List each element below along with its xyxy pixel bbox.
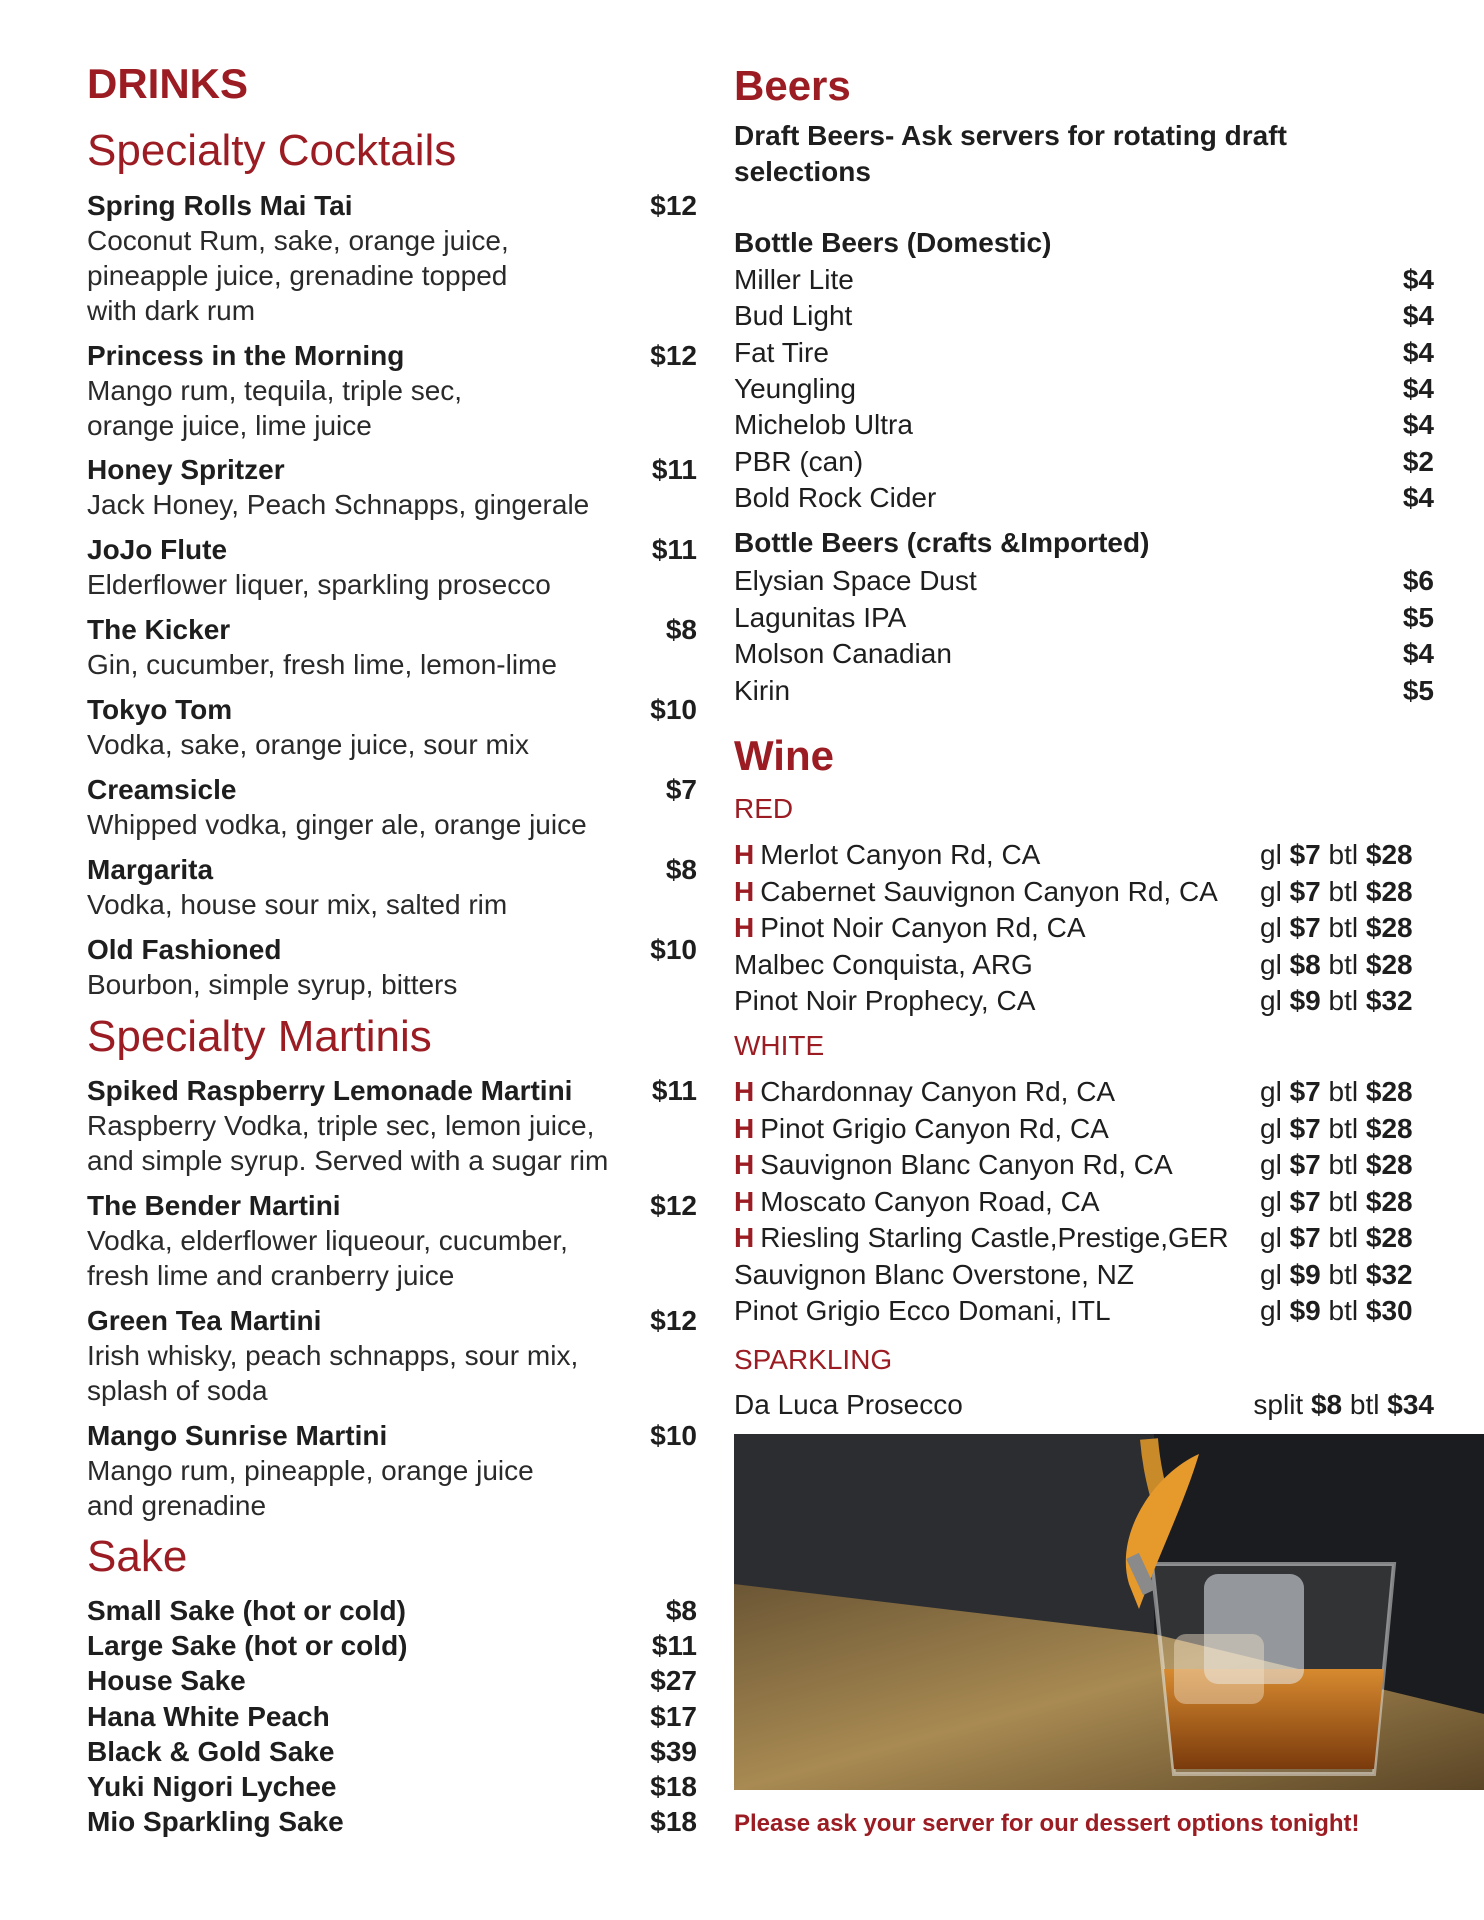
beer-row [734,480,1434,516]
cocktail-description: Coconut Rum, sake, orange juice, [87,225,509,256]
martini-description: Mango rum, pineapple, orange juice [87,1455,534,1486]
red-wine-heading: RED [734,793,794,824]
wine-prices [1260,1111,1413,1147]
cocktail-price: $12 [650,190,697,221]
wine-title: Wine [734,732,834,779]
house-wine-mark: H [734,875,755,907]
sake-price: $18 [650,1806,697,1838]
wine-prices [1260,874,1413,910]
beer-price: $4 [1402,336,1434,368]
bottle-price: $32 [1365,1258,1413,1290]
glass-label: gl [1260,1112,1290,1144]
beer-name: Kirin [734,674,791,706]
glass-label: gl [1260,1076,1290,1107]
martini-description: and simple syrup. Served with a sugar rim [87,1145,609,1176]
wine-name: Sauvignon Blanc Canyon Rd, CA [760,1149,1173,1180]
martini-name: Green Tea Martini [87,1305,322,1336]
martini-description: fresh lime and cranberry juice [87,1260,455,1291]
cocktail-item [87,452,697,522]
glass-price: $9 [1289,1295,1321,1326]
glass-price: $7 [1289,1185,1321,1217]
bottle-price: $28 [1365,1149,1413,1180]
cocktail-name: The Kicker [87,614,231,645]
cocktail-item [87,772,697,842]
glass-price: $7 [1289,1149,1321,1180]
sake-item [87,1628,697,1663]
cocktail-price: $10 [650,694,697,725]
wine-row [734,983,1434,1019]
sake-item [87,1769,697,1804]
house-wine-mark: H [734,1149,755,1180]
beer-price: $4 [1402,300,1434,332]
bottle-label: btl [1320,912,1366,943]
old-fashioned-glass-illustration [734,1434,1484,1790]
house-wine-mark: H [734,1185,755,1217]
bottle-price: $28 [1365,1185,1413,1217]
cocktail-description: Gin, cucumber, fresh lime, lemon-lime [87,649,557,680]
wine-row [734,910,1434,946]
martini-price: $12 [650,1190,697,1221]
cocktail-name: Tokyo Tom [87,694,233,725]
cocktail-description: Whipped vodka, ginger ale, orange juice [87,809,587,840]
martini-item [87,1303,697,1408]
sake-price: $11 [651,1630,697,1662]
beer-price: $5 [1402,674,1434,706]
beer-price: $5 [1402,601,1434,633]
martini-description: Vodka, elderflower liqueour, cucumber, [87,1225,568,1256]
cocktail-item [87,532,697,602]
wine-prices [1260,1257,1413,1293]
bottle-price: $28 [1365,839,1413,870]
cocktail-name: Spring Rolls Mai Tai [87,190,353,221]
sake-name: Yuki Nigori Lychee [87,1771,337,1802]
house-wine-mark: H [734,1112,755,1144]
sake-name: Mio Sparkling Sake [87,1806,344,1838]
cocktail-description: Mango rum, tequila, triple sec, [87,375,463,406]
beer-row [734,335,1434,371]
beer-row [734,673,1434,709]
bottle-label: btl [1342,1389,1388,1420]
wine-row [734,947,1434,983]
beer-name: PBR (can) [734,445,864,477]
cocktail-description: orange juice, lime juice [87,410,372,441]
beer-name: Michelob Ultra [734,409,913,441]
beer-row [734,563,1434,599]
martini-description: and grenadine [87,1490,267,1521]
sake-item [87,1699,697,1734]
craft-bottle-heading: Bottle Beers (crafts &Imported) [734,527,1150,558]
cocktail-description: Jack Honey, Peach Schnapps, gingerale [87,489,590,520]
beer-price: $6 [1402,565,1434,596]
wine-row [734,837,1434,873]
beer-name: Lagunitas IPA [734,601,907,633]
cocktail-name: Margarita [87,854,214,885]
cocktail-price: $11 [651,454,697,485]
cocktail-name: Creamsicle [87,774,237,805]
domestic-bottle-heading: Bottle Beers (Domestic) [734,227,1052,258]
cocktail-item [87,188,697,328]
wine-name: Pinot Noir Canyon Rd, CA [760,912,1086,943]
wine-row [734,1111,1434,1147]
bottle-price: $28 [1365,1222,1413,1253]
wine-row [734,1220,1434,1256]
glass-price: $9 [1289,985,1321,1016]
cocktail-name: JoJo Flute [87,534,228,565]
beer-price: $4 [1402,409,1434,441]
beer-name: Bud Light [734,300,853,332]
beer-row [734,636,1434,672]
martini-name: Spiked Raspberry Lemonade Martini [87,1075,573,1106]
split-label: split [1253,1389,1311,1420]
house-wine-mark: H [734,839,755,870]
beer-row [734,371,1434,407]
house-wine-mark: H [734,912,755,943]
glass-label: gl [1260,1222,1290,1253]
wine-name: Moscato Canyon Road, CA [760,1185,1100,1217]
martini-price: $10 [650,1420,697,1451]
cocktail-item [87,612,697,682]
cocktail-description: Bourbon, simple syrup, bitters [87,969,458,1000]
cocktail-price: $12 [650,340,697,371]
cocktail-description: pineapple juice, grenadine topped [87,260,508,291]
bottle-price: $28 [1365,912,1413,943]
glass-price: $7 [1289,1076,1321,1107]
beer-price: $4 [1402,264,1434,295]
wine-name: Pinot Grigio Canyon Rd, CA [760,1112,1109,1144]
draft-beers-note: selections [734,156,871,187]
sake-name: House Sake [87,1665,246,1697]
wine-name: Chardonnay Canyon Rd, CA [760,1076,1116,1107]
bottle-price: $32 [1365,985,1413,1016]
cocktail-description: Vodka, sake, orange juice, sour mix [87,729,530,760]
glass-price: $7 [1289,1222,1321,1253]
wine-row [734,1293,1434,1329]
split-price: $8 [1310,1389,1343,1420]
cocktail-item [87,932,697,1002]
martinis-heading: Specialty Martinis [87,1012,432,1061]
sake-name: Large Sake (hot or cold) [87,1630,408,1662]
bottle-label: btl [1320,1258,1366,1290]
bottle-label: btl [1320,875,1366,907]
martini-description: Irish whisky, peach schnapps, sour mix, [87,1340,579,1371]
martini-item [87,1188,697,1293]
martini-item [87,1073,697,1178]
beer-name: Elysian Space Dust [734,565,977,596]
wine-prices [1260,947,1413,983]
sake-item [87,1804,697,1839]
sake-item [87,1663,697,1698]
wine-prices [1260,1147,1413,1183]
cocktails-heading: Specialty Cocktails [87,126,457,175]
beer-name: Molson Canadian [734,638,952,669]
glass-price: $9 [1289,1258,1321,1290]
house-wine-mark: H [734,1076,755,1107]
glass-price: $7 [1289,1112,1321,1144]
glass-label: gl [1260,839,1290,870]
cocktail-item [87,338,697,443]
bottle-price: $34 [1387,1389,1434,1420]
beer-price: $4 [1402,481,1434,513]
sake-price: $17 [650,1700,697,1732]
glass-label: gl [1260,985,1290,1016]
wine-name: Cabernet Sauvignon Canyon Rd, CA [760,875,1218,907]
wine-row [734,1257,1434,1293]
beer-price: $4 [1402,638,1434,669]
glass-label: gl [1260,1149,1290,1180]
bottle-price: $28 [1365,1076,1413,1107]
cocktail-item [87,692,697,762]
glass-label: gl [1260,912,1290,943]
glass-price: $7 [1289,912,1321,943]
bottle-label: btl [1320,1076,1366,1107]
wine-name: Da Luca Prosecco [734,1389,963,1420]
glass-label: gl [1260,1185,1290,1217]
wine-name: Pinot Noir Prophecy, CA [734,985,1036,1016]
wine-name: Sauvignon Blanc Overstone, NZ [734,1258,1134,1290]
cocktail-name: Honey Spritzer [87,454,285,485]
bottle-label: btl [1320,985,1366,1016]
sake-name: Black & Gold Sake [87,1735,335,1767]
martini-name: Mango Sunrise Martini [87,1420,388,1451]
glass-price: $7 [1289,875,1321,907]
beer-price: $4 [1402,372,1434,404]
house-wine-mark: H [734,1222,755,1253]
bottle-price: $28 [1365,948,1413,980]
wine-name: Malbec Conquista, ARG [734,948,1033,980]
bottle-label: btl [1320,839,1366,870]
cocktail-price: $8 [665,614,697,645]
beer-row [734,262,1434,298]
bottle-price: $30 [1365,1295,1413,1326]
beers-title: Beers [734,62,851,109]
cocktail-name: Old Fashioned [87,934,282,965]
sake-item [87,1593,697,1628]
cocktail-description: with dark rum [87,295,256,326]
martini-description: splash of soda [87,1375,268,1406]
sake-price: $18 [650,1771,697,1802]
sake-heading: Sake [87,1532,188,1581]
bottle-label: btl [1320,1185,1366,1217]
cocktail-item [87,852,697,922]
martini-price: $11 [651,1075,697,1106]
cocktail-photo [734,1434,1484,1790]
glass-price: $7 [1289,839,1321,870]
martini-description: Raspberry Vodka, triple sec, lemon juice, [87,1110,595,1141]
beer-row [734,407,1434,443]
cocktail-description: Vodka, house sour mix, salted rim [87,889,508,920]
sake-item [87,1734,697,1769]
sake-name: Small Sake (hot or cold) [87,1595,406,1626]
sake-price: $39 [650,1735,697,1767]
wine-prices [1260,837,1413,873]
beer-price: $2 [1402,445,1434,477]
bottle-label: btl [1320,1295,1366,1326]
bottle-price: $28 [1365,875,1413,907]
sparkling-row [734,1387,1434,1423]
wine-name: Merlot Canyon Rd, CA [760,839,1041,870]
cocktail-name: Princess in the Morning [87,340,405,371]
white-wine-heading: WHITE [734,1030,825,1061]
beer-name: Yeungling [734,372,856,404]
wine-prices [1260,1184,1413,1220]
wine-prices [1260,983,1413,1019]
cocktail-price: $8 [665,854,697,885]
martini-item [87,1418,697,1523]
martini-name: The Bender Martini [87,1190,341,1221]
bottle-label: btl [1320,948,1366,980]
sake-price: $8 [665,1595,697,1626]
draft-beers-note: Draft Beers- Ask servers for rotating draft [734,120,1287,151]
wine-prices [1260,1074,1413,1110]
cocktail-price: $11 [651,534,697,565]
wine-prices [1260,910,1413,946]
sparkling-prices [1253,1387,1434,1423]
martini-price: $12 [650,1305,697,1336]
wine-row [734,1074,1434,1110]
drinks-title: DRINKS [87,60,249,107]
glass-label: gl [1260,948,1290,980]
beer-row [734,444,1434,480]
bottle-price: $28 [1365,1112,1413,1144]
wine-row [734,874,1434,910]
glass-price: $8 [1289,948,1321,980]
cocktail-price: $7 [665,774,697,805]
beer-name: Bold Rock Cider [734,481,937,513]
cocktail-description: Elderflower liquer, sparkling prosecco [87,569,551,600]
bottle-label: btl [1320,1112,1366,1144]
wine-name: Pinot Grigio Ecco Domani, ITL [734,1295,1111,1326]
beer-name: Fat Tire [734,336,829,368]
beer-row [734,298,1434,334]
glass-label: gl [1260,875,1290,907]
beer-name: Miller Lite [734,264,854,295]
wine-row [734,1147,1434,1183]
sake-price: $27 [650,1665,697,1697]
bottle-label: btl [1320,1222,1366,1253]
wine-row [734,1184,1434,1220]
glass-label: gl [1260,1258,1290,1290]
cocktail-price: $10 [650,934,697,965]
dessert-note: Please ask your server for our dessert options tonight! [734,1810,1360,1837]
wine-prices [1260,1220,1413,1256]
sparkling-wine-heading: SPARKLING [734,1344,893,1375]
wine-prices [1260,1293,1413,1329]
bottle-label: btl [1320,1149,1366,1180]
wine-name: Riesling Starling Castle,Prestige,GER [760,1222,1229,1253]
glass-label: gl [1260,1295,1290,1326]
sake-name: Hana White Peach [87,1700,330,1732]
beer-row [734,600,1434,636]
